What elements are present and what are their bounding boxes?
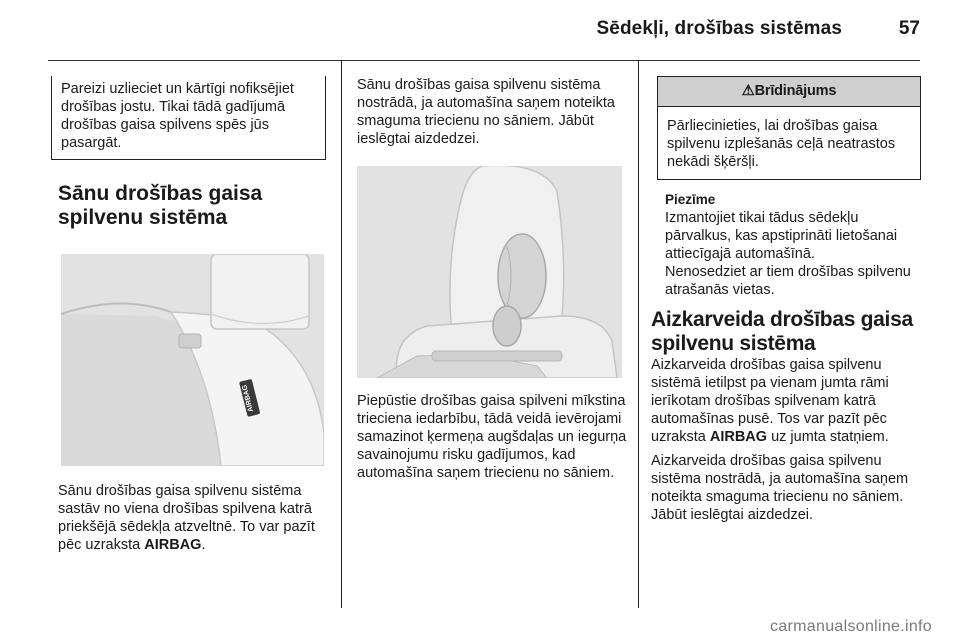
note-block (655, 191, 925, 299)
warning-text: Pārliecinieties, lai drošības gaisa spilvenu izplešanās ceļā neatrastos nekādi šķēršļi. (667, 118, 896, 170)
info-box-text: Pareizi uzlieciet un kārtīgi nofiksējiet drošības jostu. Tikai tādā gadījumā drošības gaisa spilvens spēs jūs pasargāt. (61, 81, 294, 151)
column-divider-left (341, 60, 342, 608)
warning-header (658, 77, 920, 107)
warning-triangle-icon: ⚠ (741, 83, 755, 99)
watermark: carmanualsonline.info (770, 618, 932, 635)
figure-seat-airbag-label (61, 254, 324, 466)
airbag-tag-text: AIRBAG (241, 384, 255, 413)
curtain-airbag-paragraph-1 (651, 356, 925, 446)
column-divider-right (638, 60, 639, 608)
page-header-title: Sēdekļi, drošības sistēmas (596, 18, 842, 39)
page-number: 57 (898, 18, 920, 39)
section-heading-curtain-airbag: Aizkarveida drošības gaisa spilvenu sistēma (651, 308, 913, 355)
note-text-1: Izmantojiet tikai tādus sēdekļu pārvalkus, kas apstiprināti lietošanai attiecīgajā automašīnā. (665, 210, 898, 262)
column-2 (357, 76, 629, 482)
section-heading-side-airbag: Sānu drošības gaisa spilvenu sistēma (58, 182, 263, 229)
airbag-effect-paragraph: Piepūstie drošības gaisa spilveni mīkstina trieciena iedarbību, tādā veidā ievērojami samazinot ķermeņa augšdaļas un iegurņa savainojumu risku gadījumos, kad automašīna saņem triecienu no sāniem. (357, 393, 627, 481)
column-1 (58, 76, 326, 554)
note-title: Piezīme (665, 192, 716, 207)
curtain-airbag-paragraph-2: Aizkarveida drošības gaisa spilvenu sistēma nostrādā, ja automašīna saņem noteikta smaguma triecienu no sāniem. Jābūt ieslēgtai aizdedzei. (651, 453, 909, 523)
header-rule (48, 60, 920, 61)
figure-inflated-airbag (357, 166, 622, 378)
side-airbag-paragraph (58, 482, 326, 554)
deploy-condition-paragraph: Sānu drošības gaisa spilvenu sistēma nostrādā, ja automašīna saņem noteikta smaguma triecienu no sāniem. Jābūt ieslēgtai aizdedzei. (357, 77, 615, 147)
side-airbag-text-end: . (201, 537, 206, 553)
curtain-airbag-text-end: uz jumta statņiem. (767, 429, 889, 445)
note-text-2: Nenosedziet ar tiem drošības spilvenu atrašanās vietas. (665, 264, 911, 298)
side-airbag-text: Sānu drošības gaisa spilvenu sistēma sastāv no viena drošības spilvena katrā priekšējā sēdekļa atzveltnē. To var pazīt pēc uzraksta (58, 483, 315, 553)
warning-title: Brīdinājums (754, 83, 837, 99)
warning-box (657, 76, 921, 180)
airbag-bold-word-2: AIRBAG (709, 429, 768, 445)
seat-back-illustration (61, 254, 324, 466)
inflated-airbag-illustration (357, 166, 622, 378)
column-3 (651, 76, 925, 524)
airbag-bold-word: AIRBAG (144, 537, 202, 553)
info-box (51, 76, 326, 160)
curtain-airbag-text: Aizkarveida drošības gaisa spilvenu sistēmā ietilpst pa vienam jumta rāmi ierīkotam drošības spilvenam katrā automašīnas pusē. Tos var pazīt pēc uzraksta (651, 357, 889, 445)
